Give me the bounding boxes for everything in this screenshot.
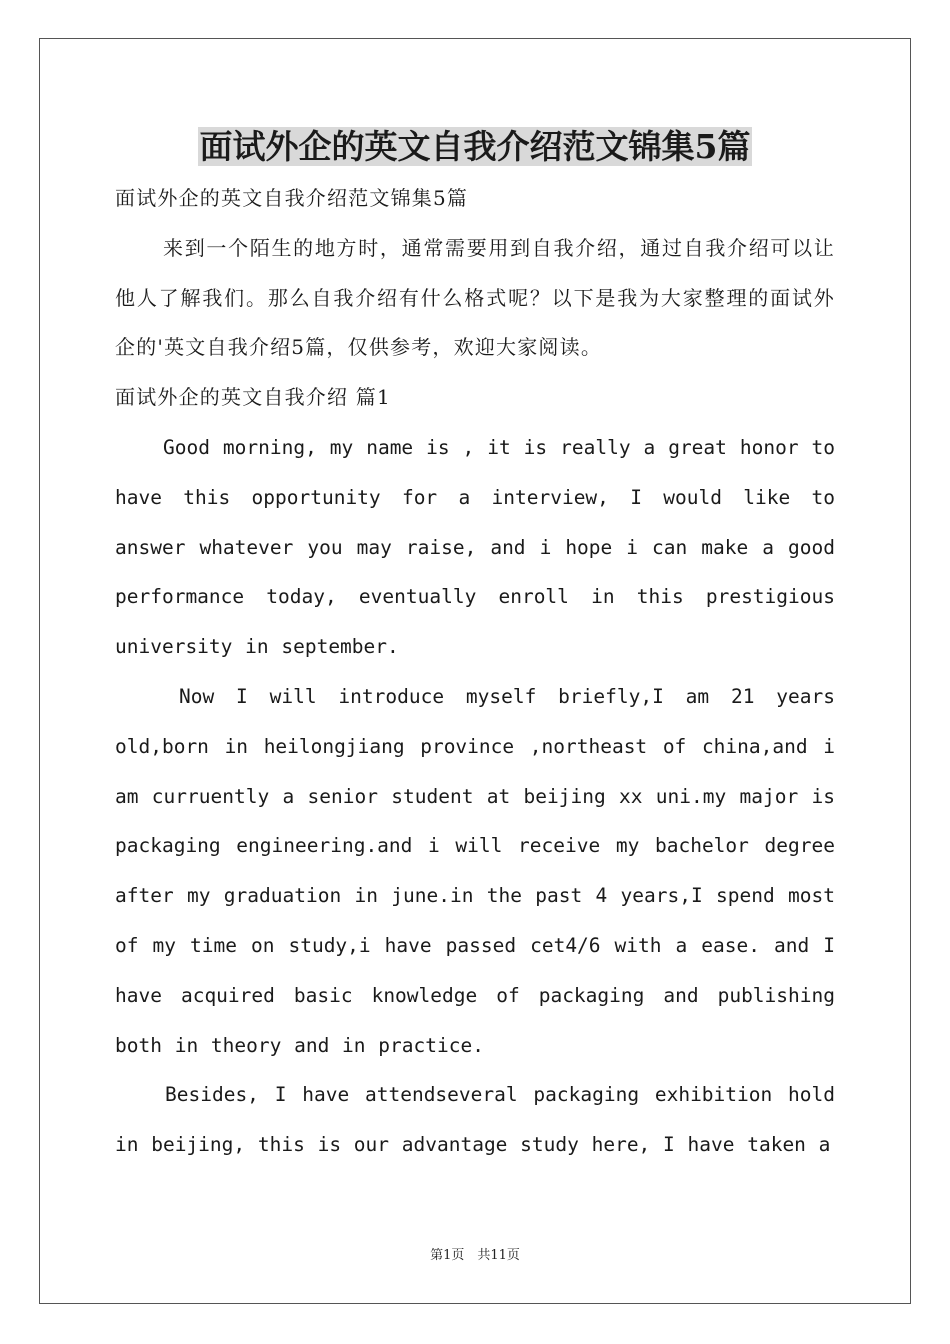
document-body: [115, 174, 835, 1170]
body-paragraph-3: Besides, I have attendseveral packaging exhibition hold in beijing, this is our advantage study here, I have taken a: [115, 1083, 835, 1157]
document-title: [0, 124, 950, 170]
document-subtitle: 面试外企的英文自我介绍范文锦集5篇: [115, 186, 469, 210]
body-paragraph-2: Now I will introduce myself briefly,I am 21 years old,born in heilongjiang province ,northeast of china,and i am curruently a senior student at beijing xx uni.my major is packaging engineering.and i will receive my bachelor degree after my graduation in june.in the past 4 years,I spend most of my time on study,i have passed cet4/6 with a ease. and I have acquired basic knowledge of packaging and publishing both in theory and in practice.: [115, 684, 835, 1057]
document-title-text: 面试外企的英文自我介绍范文锦集5篇: [199, 127, 751, 166]
body-paragraph-1: Good morning, my name is , it is really a great honor to have this opportunity for a interview, I would like to answer whatever you may raise, and i hope i can make a good performance today, eventually enroll in this prestigious university in september.: [115, 435, 835, 659]
page-footer: 第1页 共11页: [430, 1248, 520, 1263]
section-heading: 面试外企的英文自我介绍 篇1: [115, 385, 391, 410]
intro-paragraph: 来到一个陌生的地方时，通常需要用到自我介绍，通过自我介绍可以让他人了解我们。那么自我介绍有什么格式呢？以下是我为大家整理的面试外企的'英文自我介绍5篇，仅供参考，欢迎大家阅读。: [115, 235, 835, 360]
